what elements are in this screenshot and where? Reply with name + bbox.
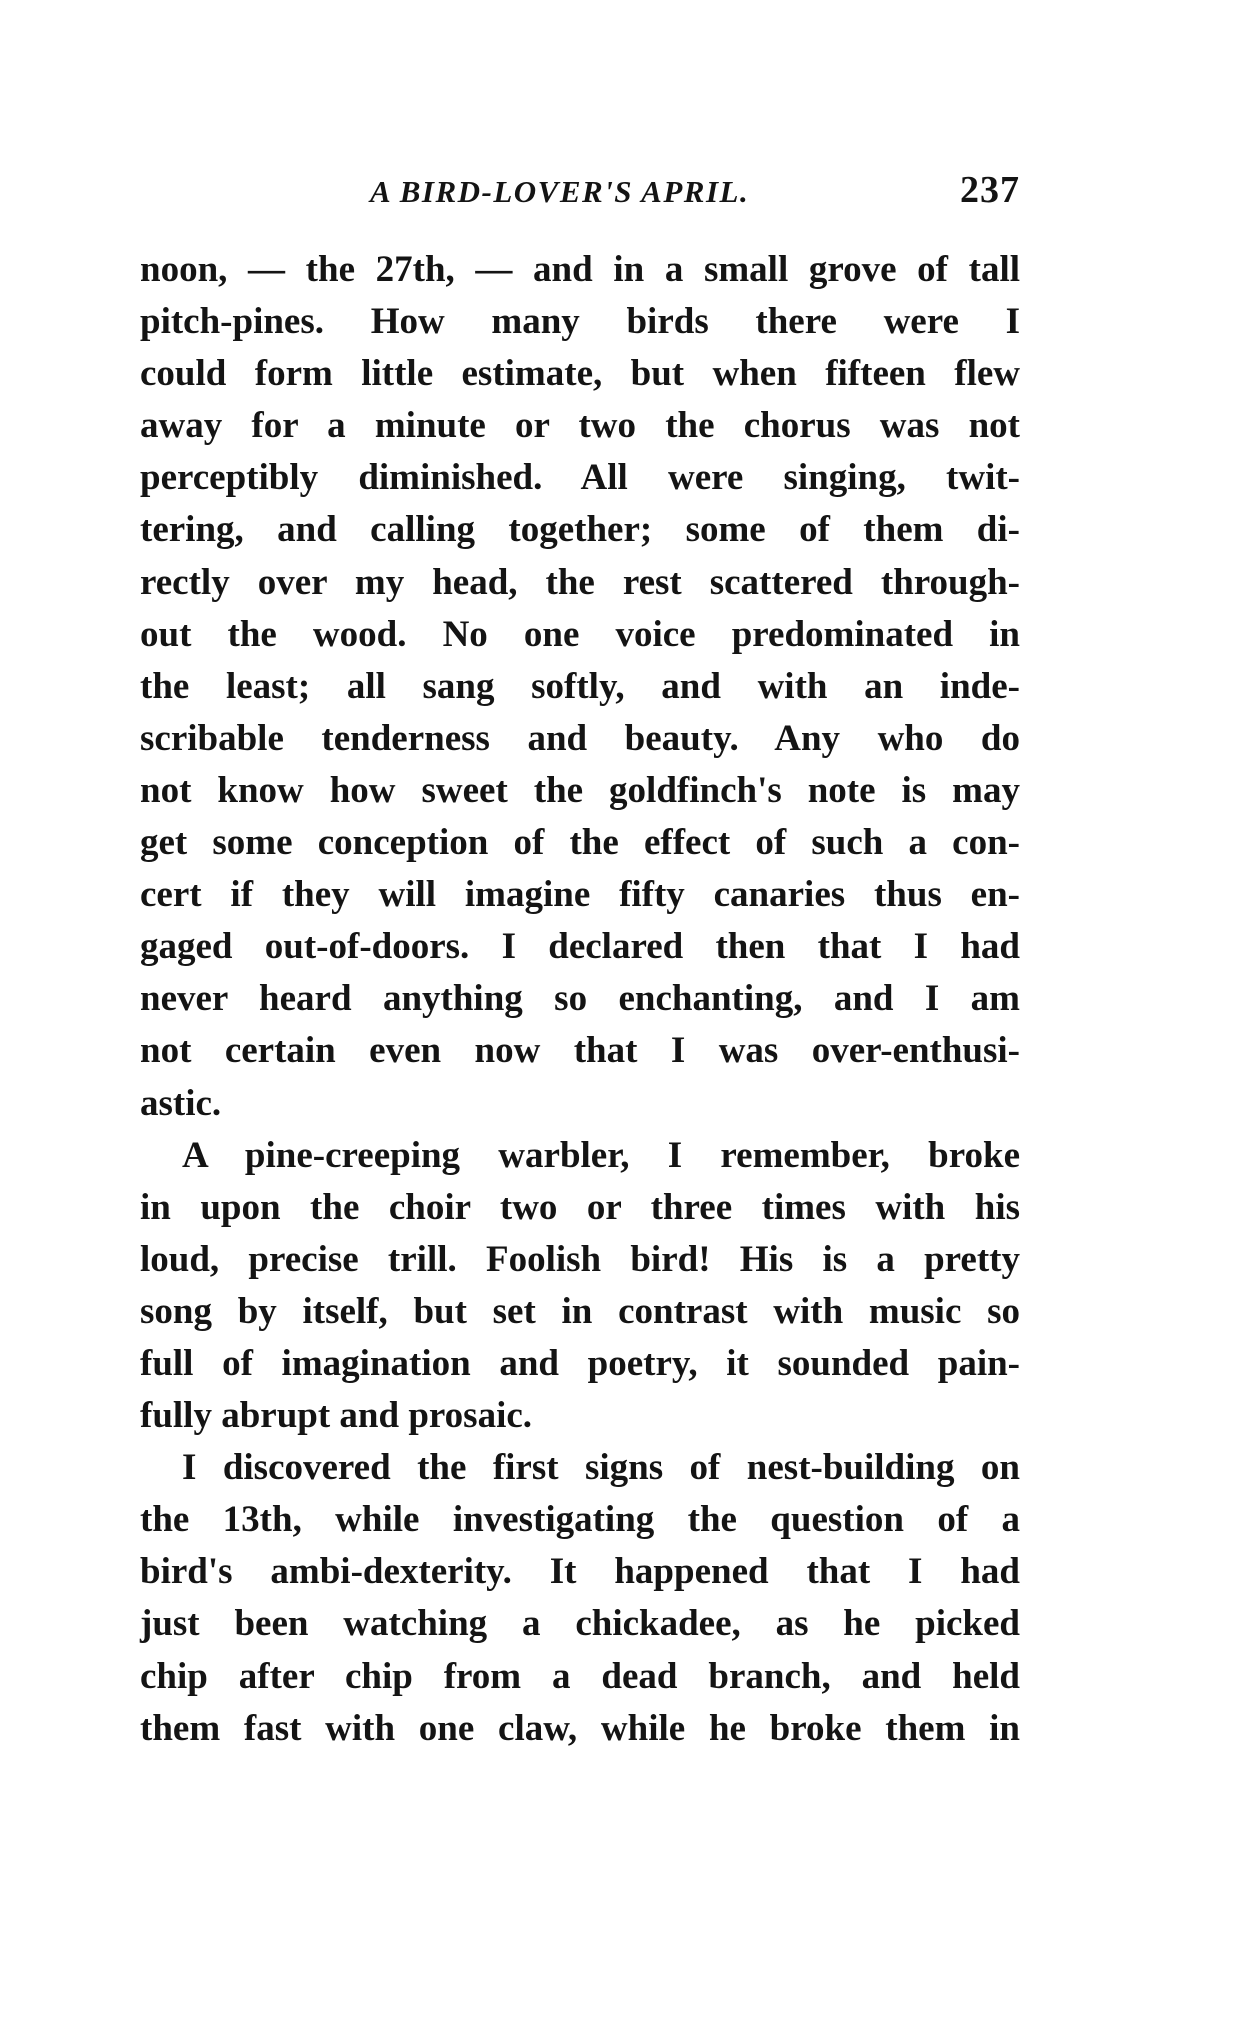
text-line: away for a minute or two the chorus was not [140,405,1020,447]
text-line: tering, and calling together; some of them di- [140,509,1020,551]
text-line: out the wood. No one voice predominated in [140,613,1020,655]
text-line: scribable tenderness and beauty. Any who do [140,717,1020,759]
text-line: fully abrupt and prosaic. [140,1395,533,1437]
text-line: pitch-pines. How many birds there were I [140,301,1020,343]
text-line: not know how sweet the goldfinch's note is may [140,769,1020,811]
text-line: loud, precise trill. Foolish bird! His is a pretty [140,1238,1020,1280]
page-header [140,168,1020,224]
text-line: noon, — the 27th, — and in a small grove of tall [140,249,1020,290]
text-line: rectly over my head, the rest scattered through- [140,561,1020,603]
text-line: could form little estimate, but when fifteen flew [140,353,1020,395]
running-title: A BIRD-LOVER'S APRIL. [370,174,750,209]
body-text [140,244,1020,1755]
text-line: gaged out-of-doors. I declared then that I had [140,926,1020,968]
text-line: them fast with one claw, while he broke them in [140,1707,1020,1749]
text-line: astic. [140,1082,222,1124]
text-line: never heard anything so enchanting, and I am [140,978,1020,1020]
text-line: the 13th, while investigating the question of a [140,1499,1020,1541]
text-line: not certain even now that I was over-enthusi- [140,1030,1020,1072]
text-line: full of imagination and poetry, it sounded pain- [140,1342,1020,1384]
text-line: perceptibly diminished. All were singing, twit- [140,457,1020,499]
text-line: chip after chip from a dead branch, and held [140,1655,1020,1697]
text-line: I discovered the first signs of nest-building on [182,1447,1020,1489]
text-line: just been watching a chickadee, as he picked [140,1603,1020,1645]
text-line: the least; all sang softly, and with an inde- [140,665,1020,707]
text-line: A pine-creeping warbler, I remember, broke [182,1134,1020,1176]
text-line: in upon the choir two or three times with his [140,1186,1020,1228]
text-line: cert if they will imagine fifty canaries thus en- [140,874,1020,916]
text-line: get some conception of the effect of such a con- [140,822,1020,864]
text-line: song by itself, but set in contrast with music so [140,1290,1020,1332]
page-number: 237 [960,169,1020,211]
text-line: bird's ambi-dexterity. It happened that I had [140,1551,1020,1593]
